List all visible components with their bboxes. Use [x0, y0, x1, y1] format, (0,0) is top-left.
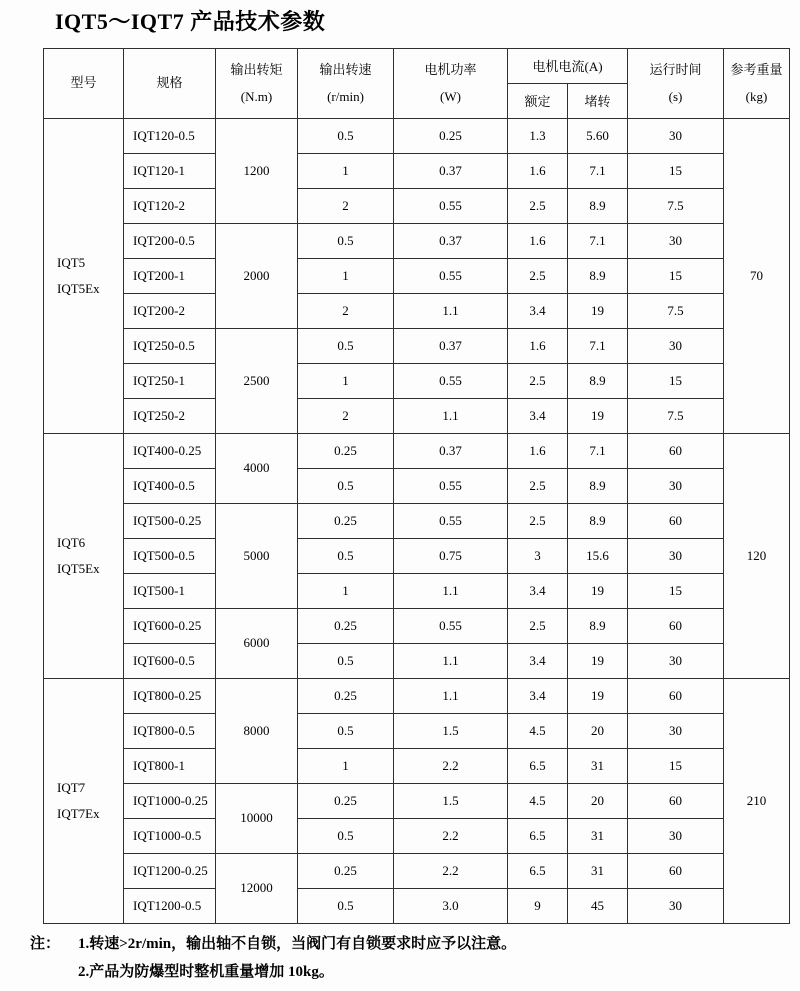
spec-cell: IQT250-2 [124, 398, 216, 433]
notes-list [78, 935, 516, 981]
stall-current-cell: 45 [568, 888, 628, 923]
weight-cell: 120 [724, 433, 790, 678]
rated-current-cell: 4.5 [508, 783, 568, 818]
model-cell [44, 118, 124, 433]
model-line: IQT7Ex [57, 805, 100, 821]
stall-current-cell: 20 [568, 713, 628, 748]
rated-current-cell: 2.5 [508, 608, 568, 643]
table-row [44, 783, 790, 818]
power-cell: 0.55 [394, 468, 508, 503]
table-row [44, 888, 790, 923]
rated-current-cell: 3.4 [508, 398, 568, 433]
stall-current-cell: 7.1 [568, 328, 628, 363]
speed-cell: 2 [298, 293, 394, 328]
table-row [44, 643, 790, 678]
spec-cell: IQT800-0.25 [124, 678, 216, 713]
spec-cell: IQT600-0.5 [124, 643, 216, 678]
table-row [44, 468, 790, 503]
stall-current-cell: 19 [568, 678, 628, 713]
stall-current-cell: 8.9 [568, 188, 628, 223]
time-cell: 15 [628, 748, 724, 783]
stall-current-cell: 19 [568, 573, 628, 608]
torque-cell: 10000 [216, 783, 298, 853]
rated-current-cell: 3.4 [508, 573, 568, 608]
rated-current-cell: 2.5 [508, 468, 568, 503]
table-row [44, 363, 790, 398]
time-cell: 7.5 [628, 293, 724, 328]
table-row [44, 258, 790, 293]
spec-cell: IQT1200-0.5 [124, 888, 216, 923]
table-row [44, 608, 790, 643]
stall-current-cell: 8.9 [568, 363, 628, 398]
speed-cell: 0.5 [298, 643, 394, 678]
time-cell: 7.5 [628, 398, 724, 433]
time-cell: 60 [628, 433, 724, 468]
table-row [44, 398, 790, 433]
table-row [44, 188, 790, 223]
table-row [44, 818, 790, 853]
header-current: 电机电流(A) [508, 48, 628, 83]
power-cell: 0.37 [394, 223, 508, 258]
speed-cell: 0.25 [298, 433, 394, 468]
torque-cell: 5000 [216, 503, 298, 608]
stall-current-cell: 19 [568, 643, 628, 678]
weight-cell: 210 [724, 678, 790, 923]
table-row [44, 328, 790, 363]
table-body [44, 118, 790, 923]
speed-cell: 1 [298, 363, 394, 398]
speed-cell: 0.5 [298, 328, 394, 363]
power-cell: 0.37 [394, 328, 508, 363]
note-item-1: 1.转速>2r/min，输出轴不自锁，当阀门有自锁要求时应予以注意。 [78, 935, 517, 952]
header-row-1 [44, 48, 790, 83]
time-cell: 30 [628, 888, 724, 923]
power-cell: 0.25 [394, 118, 508, 153]
speed-cell: 0.25 [298, 678, 394, 713]
table-row [44, 853, 790, 888]
time-cell: 60 [628, 783, 724, 818]
power-cell: 0.75 [394, 538, 508, 573]
table-row [44, 573, 790, 608]
model-line: IQT5Ex [57, 280, 100, 296]
header-time [628, 48, 724, 118]
spec-cell: IQT400-0.5 [124, 468, 216, 503]
speed-cell: 0.5 [298, 818, 394, 853]
time-cell: 60 [628, 678, 724, 713]
spec-cell: IQT200-2 [124, 293, 216, 328]
header-power [394, 48, 508, 118]
model-cell [44, 678, 124, 923]
rated-current-cell: 1.6 [508, 328, 568, 363]
spec-cell: IQT1000-0.25 [124, 783, 216, 818]
power-cell: 1.5 [394, 783, 508, 818]
stall-current-cell: 5.60 [568, 118, 628, 153]
spec-cell: IQT120-0.5 [124, 118, 216, 153]
header-spec-label: 规格 [156, 75, 183, 91]
spec-cell: IQT800-0.5 [124, 713, 216, 748]
stall-current-cell: 8.9 [568, 608, 628, 643]
power-cell: 0.37 [394, 433, 508, 468]
speed-cell: 1 [298, 573, 394, 608]
torque-cell: 4000 [216, 433, 298, 503]
power-cell: 3.0 [394, 888, 508, 923]
model-cell [44, 433, 124, 678]
header-speed [298, 48, 394, 118]
power-cell: 1.1 [394, 678, 508, 713]
header-speed-label: 输出转速 [319, 61, 372, 77]
rated-current-cell: 1.6 [508, 223, 568, 258]
rated-current-cell: 3.4 [508, 678, 568, 713]
power-cell: 1.1 [394, 398, 508, 433]
power-cell: 0.55 [394, 188, 508, 223]
header-current-rated: 额定 [508, 83, 568, 118]
rated-current-cell: 1.3 [508, 118, 568, 153]
spec-cell: IQT500-1 [124, 573, 216, 608]
rated-current-cell: 2.5 [508, 503, 568, 538]
spec-cell: IQT250-0.5 [124, 328, 216, 363]
time-cell: 30 [628, 643, 724, 678]
page-title: IQT5～IQT7 产品技术参数 [55, 9, 326, 34]
rated-current-cell: 2.5 [508, 258, 568, 293]
rated-current-cell: 9 [508, 888, 568, 923]
header-power-unit: (W) [440, 89, 461, 105]
table-header [44, 48, 790, 118]
power-cell: 1.1 [394, 643, 508, 678]
spec-table [43, 48, 790, 924]
header-model-label: 型号 [70, 75, 97, 91]
power-cell: 0.55 [394, 363, 508, 398]
speed-cell: 1 [298, 258, 394, 293]
speed-cell: 0.25 [298, 608, 394, 643]
spec-cell: IQT120-2 [124, 188, 216, 223]
rated-current-cell: 2.5 [508, 363, 568, 398]
header-speed-unit: (r/min) [327, 89, 364, 105]
speed-cell: 2 [298, 188, 394, 223]
rated-current-cell: 6.5 [508, 853, 568, 888]
spec-cell: IQT800-1 [124, 748, 216, 783]
power-cell: 1.5 [394, 713, 508, 748]
stall-current-cell: 15.6 [568, 538, 628, 573]
torque-cell: 6000 [216, 608, 298, 678]
torque-cell: 2500 [216, 328, 298, 433]
spec-cell: IQT200-1 [124, 258, 216, 293]
header-spec [124, 48, 216, 118]
stall-current-cell: 31 [568, 748, 628, 783]
spec-cell: IQT1000-0.5 [124, 818, 216, 853]
time-cell: 30 [628, 223, 724, 258]
spec-cell: IQT500-0.25 [124, 503, 216, 538]
torque-cell: 1200 [216, 118, 298, 223]
table-row [44, 118, 790, 153]
power-cell: 2.2 [394, 853, 508, 888]
time-cell: 60 [628, 608, 724, 643]
table-row [44, 223, 790, 258]
stall-current-cell: 19 [568, 398, 628, 433]
stall-current-cell: 8.9 [568, 468, 628, 503]
stall-current-cell: 19 [568, 293, 628, 328]
spec-cell: IQT600-0.25 [124, 608, 216, 643]
stall-current-cell: 8.9 [568, 258, 628, 293]
time-cell: 15 [628, 258, 724, 293]
header-time-label: 运行时间 [649, 61, 702, 77]
stall-current-cell: 7.1 [568, 433, 628, 468]
model-line: IQT5Ex [57, 560, 100, 576]
notes [30, 935, 800, 981]
header-weight-label: 参考重量 [730, 61, 783, 77]
header-current-stall: 堵转 [568, 83, 628, 118]
model-line: IQT6 [57, 535, 86, 550]
torque-cell: 2000 [216, 223, 298, 328]
power-cell: 0.55 [394, 608, 508, 643]
rated-current-cell: 6.5 [508, 818, 568, 853]
rated-current-cell: 1.6 [508, 433, 568, 468]
table-row [44, 678, 790, 713]
spec-cell: IQT500-0.5 [124, 538, 216, 573]
speed-cell: 0.5 [298, 713, 394, 748]
header-time-unit: (s) [668, 89, 683, 105]
speed-cell: 1 [298, 748, 394, 783]
torque-cell: 12000 [216, 853, 298, 923]
time-cell: 7.5 [628, 188, 724, 223]
header-torque-label: 输出转矩 [230, 61, 283, 77]
header-torque [216, 48, 298, 118]
spec-cell: IQT400-0.25 [124, 433, 216, 468]
header-model [44, 48, 124, 118]
stall-current-cell: 31 [568, 853, 628, 888]
time-cell: 30 [628, 713, 724, 748]
power-cell: 1.1 [394, 573, 508, 608]
torque-cell: 8000 [216, 678, 298, 783]
power-cell: 2.2 [394, 818, 508, 853]
power-cell: 0.55 [394, 258, 508, 293]
speed-cell: 0.5 [298, 118, 394, 153]
table-row [44, 433, 790, 468]
weight-cell: 70 [724, 118, 790, 433]
notes-label: 注： [30, 935, 61, 952]
stall-current-cell: 20 [568, 783, 628, 818]
time-cell: 30 [628, 118, 724, 153]
table-row [44, 503, 790, 538]
power-cell: 1.1 [394, 293, 508, 328]
spec-cell: IQT1200-0.25 [124, 853, 216, 888]
power-cell: 0.37 [394, 153, 508, 188]
table-row [44, 538, 790, 573]
table-row [44, 713, 790, 748]
speed-cell: 2 [298, 398, 394, 433]
time-cell: 30 [628, 538, 724, 573]
spec-cell: IQT250-1 [124, 363, 216, 398]
power-cell: 2.2 [394, 748, 508, 783]
time-cell: 60 [628, 853, 724, 888]
speed-cell: 0.5 [298, 223, 394, 258]
speed-cell: 0.25 [298, 503, 394, 538]
spec-cell: IQT200-0.5 [124, 223, 216, 258]
rated-current-cell: 1.6 [508, 153, 568, 188]
rated-current-cell: 3.4 [508, 293, 568, 328]
speed-cell: 1 [298, 153, 394, 188]
table-row [44, 748, 790, 783]
model-line: IQT7 [57, 780, 86, 795]
power-cell: 0.55 [394, 503, 508, 538]
time-cell: 30 [628, 328, 724, 363]
header-power-label: 电机功率 [424, 61, 477, 77]
model-line: IQT5 [57, 255, 86, 270]
stall-current-cell: 7.1 [568, 223, 628, 258]
speed-cell: 0.5 [298, 888, 394, 923]
rated-current-cell: 4.5 [508, 713, 568, 748]
stall-current-cell: 7.1 [568, 153, 628, 188]
header-weight-unit: (kg) [745, 89, 768, 105]
spec-cell: IQT120-1 [124, 153, 216, 188]
header-weight [724, 48, 790, 118]
speed-cell: 0.5 [298, 468, 394, 503]
note-item-2: 2.产品为防爆型时整机重量增加 10kg。 [78, 963, 334, 980]
stall-current-cell: 8.9 [568, 503, 628, 538]
time-cell: 30 [628, 818, 724, 853]
header-torque-unit: (N.m) [240, 89, 273, 105]
speed-cell: 0.5 [298, 538, 394, 573]
rated-current-cell: 2.5 [508, 188, 568, 223]
speed-cell: 0.25 [298, 783, 394, 818]
time-cell: 15 [628, 153, 724, 188]
rated-current-cell: 3.4 [508, 643, 568, 678]
time-cell: 30 [628, 468, 724, 503]
time-cell: 15 [628, 573, 724, 608]
table-row [44, 293, 790, 328]
time-cell: 60 [628, 503, 724, 538]
table-row [44, 153, 790, 188]
time-cell: 15 [628, 363, 724, 398]
rated-current-cell: 6.5 [508, 748, 568, 783]
stall-current-cell: 31 [568, 818, 628, 853]
speed-cell: 0.25 [298, 853, 394, 888]
rated-current-cell: 3 [508, 538, 568, 573]
